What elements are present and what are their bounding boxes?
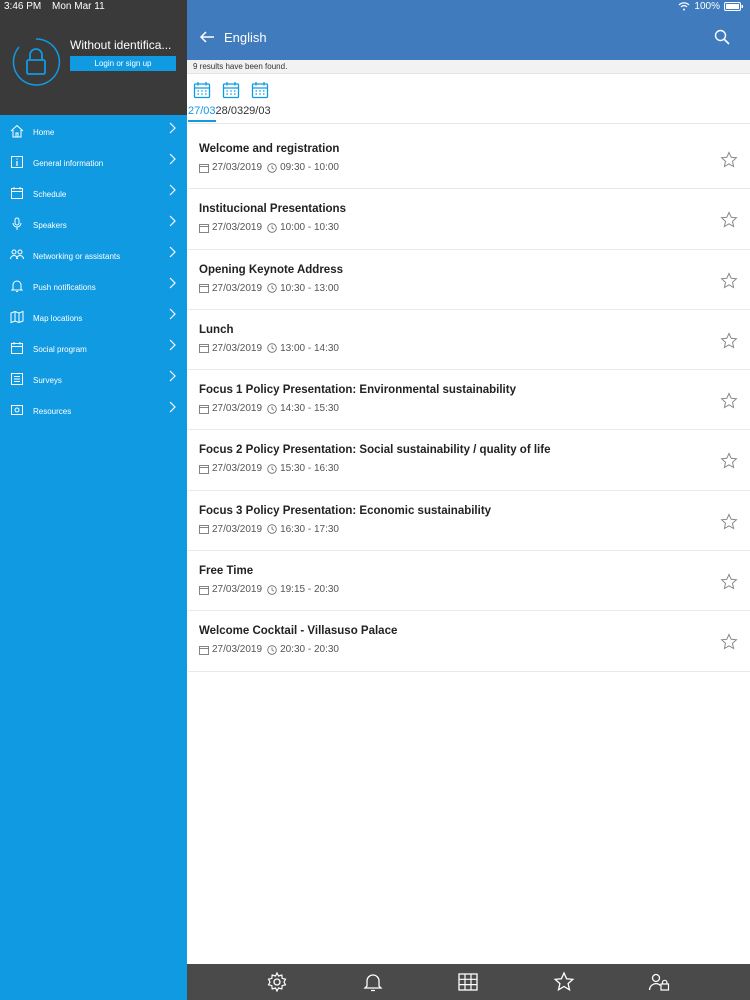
calendar-icon [199, 404, 209, 414]
users-lock-icon[interactable] [648, 971, 670, 993]
lock-icon [10, 36, 62, 88]
chevron-right-icon [168, 122, 176, 134]
sidebar-item-label: Home [33, 128, 55, 137]
sidebar [0, 0, 187, 1000]
event-meta [199, 463, 339, 474]
status-date: Mon Mar 11 [52, 1, 105, 12]
list-item[interactable] [188, 430, 750, 490]
list-icon [10, 372, 24, 386]
list-item[interactable] [188, 611, 750, 671]
results-count: 9 results have been found. [187, 60, 750, 74]
people-icon [10, 248, 24, 262]
event-time: 16:30 - 17:30 [280, 523, 339, 535]
event-meta [199, 584, 339, 595]
list-item[interactable] [188, 310, 750, 370]
event-meta [199, 403, 339, 414]
event-title: Focus 3 Policy Presentation: Economic sustainability [199, 504, 492, 517]
clock-icon [267, 404, 277, 414]
sidebar-item-home[interactable] [0, 116, 187, 147]
calendar-icon[interactable] [193, 81, 211, 99]
sidebar-item-resources[interactable] [0, 395, 187, 426]
wifi-icon [678, 2, 690, 11]
clock-icon [267, 223, 277, 233]
sidebar-item-networking[interactable] [0, 240, 187, 271]
star-icon[interactable] [720, 272, 738, 290]
event-time: 10:00 - 10:30 [280, 222, 339, 234]
event-date: 27/03/2019 [212, 282, 263, 294]
bottom-nav [187, 964, 750, 1000]
event-time: 13:00 - 14:30 [280, 342, 339, 354]
calendar-icon [10, 341, 24, 355]
microphone-icon [10, 217, 24, 231]
bell-icon [10, 279, 24, 293]
divider [188, 123, 750, 124]
chevron-right-icon [168, 277, 176, 289]
event-meta [199, 162, 339, 173]
chevron-right-icon [168, 215, 176, 227]
sidebar-item-general-information[interactable] [0, 147, 187, 178]
star-icon[interactable] [720, 392, 738, 410]
header-bar [187, 0, 750, 60]
star-icon[interactable] [720, 633, 738, 651]
clock-icon [267, 645, 277, 655]
tab-day-2[interactable]: 28/03 [215, 105, 244, 117]
clock-icon [267, 163, 277, 173]
event-date: 27/03/2019 [212, 342, 263, 354]
map-icon [10, 310, 24, 324]
event-title: Focus 1 Policy Presentation: Environmental sustainability [199, 384, 516, 397]
search-icon[interactable] [714, 29, 730, 45]
clock-icon [267, 283, 277, 293]
sidebar-item-social-program[interactable] [0, 333, 187, 364]
info-icon [10, 155, 24, 169]
sidebar-item-label: Surveys [33, 376, 62, 385]
tab-day-1[interactable]: 27/03 [188, 105, 216, 122]
event-meta [199, 283, 339, 294]
event-meta [199, 222, 339, 233]
clock-icon [267, 585, 277, 595]
star-icon[interactable] [720, 211, 738, 229]
sidebar-item-label: Social program [33, 345, 87, 354]
chevron-right-icon [168, 246, 176, 258]
star-icon[interactable] [720, 332, 738, 350]
sidebar-item-label: Map locations [33, 314, 83, 323]
event-title: Institucional Presentations [199, 203, 346, 216]
sidebar-item-label: Push notifications [33, 283, 96, 292]
grid-icon[interactable] [457, 971, 479, 993]
event-date: 27/03/2019 [212, 584, 263, 596]
chevron-right-icon [168, 308, 176, 320]
calendar-icon [199, 223, 209, 233]
sidebar-item-map-locations[interactable] [0, 302, 187, 333]
sidebar-item-speakers[interactable] [0, 209, 187, 240]
event-date: 27/03/2019 [212, 523, 263, 535]
list-item[interactable] [188, 250, 750, 310]
sidebar-item-label: Schedule [33, 190, 67, 199]
day-calendar-icons [193, 81, 269, 99]
gear-icon[interactable] [266, 971, 288, 993]
back-arrow-icon[interactable] [199, 29, 215, 45]
calendar-icon [199, 645, 209, 655]
clock-icon [267, 524, 277, 534]
events-list [188, 129, 750, 672]
chevron-right-icon [168, 401, 176, 413]
sidebar-item-surveys[interactable] [0, 364, 187, 395]
battery-percent: 100% [694, 1, 720, 12]
calendar-icon[interactable] [251, 81, 269, 99]
list-item[interactable] [188, 370, 750, 430]
home-icon [10, 124, 24, 138]
event-date: 27/03/2019 [212, 222, 263, 234]
sidebar-item-push-notifications[interactable] [0, 271, 187, 302]
chevron-right-icon [168, 153, 176, 165]
calendar-icon[interactable] [222, 81, 240, 99]
profile-panel [0, 14, 187, 115]
image-icon [10, 403, 24, 417]
star-icon[interactable] [720, 513, 738, 531]
calendar-icon [199, 283, 209, 293]
clock-icon [267, 464, 277, 474]
event-title: Welcome and registration [199, 143, 340, 155]
chevron-right-icon [168, 184, 176, 196]
sidebar-item-label: Resources [33, 407, 72, 416]
tab-day-3[interactable]: 29/03 [243, 105, 271, 117]
sidebar-item-label: Speakers [33, 221, 67, 230]
sidebar-item-label: Networking or assistants [33, 252, 121, 261]
list-item[interactable] [188, 189, 750, 249]
sidebar-item-label: General information [33, 159, 104, 168]
event-meta [199, 644, 339, 655]
event-time: 10:30 - 13:00 [280, 282, 339, 294]
status-time: 3:46 PM [4, 1, 42, 12]
list-item[interactable] [188, 129, 750, 189]
event-time: 19:15 - 20:30 [280, 584, 339, 596]
chevron-right-icon [168, 339, 176, 351]
calendar-icon [10, 186, 24, 200]
star-icon[interactable] [720, 151, 738, 169]
event-time: 14:30 - 15:30 [280, 403, 339, 415]
event-title: Focus 2 Policy Presentation: Social sustainability / quality of life [199, 444, 551, 457]
sidebar-item-schedule[interactable] [0, 178, 187, 209]
calendar-icon [199, 163, 209, 173]
event-date: 27/03/2019 [212, 644, 263, 656]
day-tabs [188, 105, 271, 122]
calendar-icon [199, 464, 209, 474]
status-bar-left [0, 0, 187, 14]
event-title: Free Time [199, 565, 254, 578]
calendar-icon [199, 524, 209, 534]
event-title: Welcome Cocktail - Villasuso Palace [199, 625, 398, 638]
status-bar-right [678, 1, 744, 12]
event-date: 27/03/2019 [212, 463, 263, 475]
event-meta [199, 524, 339, 535]
event-time: 09:30 - 10:00 [280, 162, 339, 173]
event-title: Opening Keynote Address [199, 263, 343, 276]
star-icon[interactable] [720, 573, 738, 591]
chevron-right-icon [168, 370, 176, 382]
list-item[interactable] [188, 551, 750, 611]
event-time: 15:30 - 16:30 [280, 463, 339, 475]
list-item[interactable] [188, 491, 750, 551]
sidebar-menu [0, 116, 187, 426]
event-time: 20:30 - 20:30 [280, 644, 339, 656]
event-meta [199, 343, 339, 354]
page-title: English [224, 30, 267, 45]
login-button[interactable]: Login or sign up [70, 56, 176, 71]
event-date: 27/03/2019 [212, 162, 263, 173]
star-icon[interactable] [553, 971, 575, 993]
profile-name: Without identifica... [70, 38, 172, 52]
clock-icon [267, 343, 277, 353]
bell-icon[interactable] [362, 971, 384, 993]
event-title: Lunch [199, 323, 234, 336]
calendar-icon [199, 585, 209, 595]
star-icon[interactable] [720, 452, 738, 470]
event-date: 27/03/2019 [212, 403, 263, 415]
calendar-icon [199, 343, 209, 353]
battery-icon [724, 2, 744, 11]
